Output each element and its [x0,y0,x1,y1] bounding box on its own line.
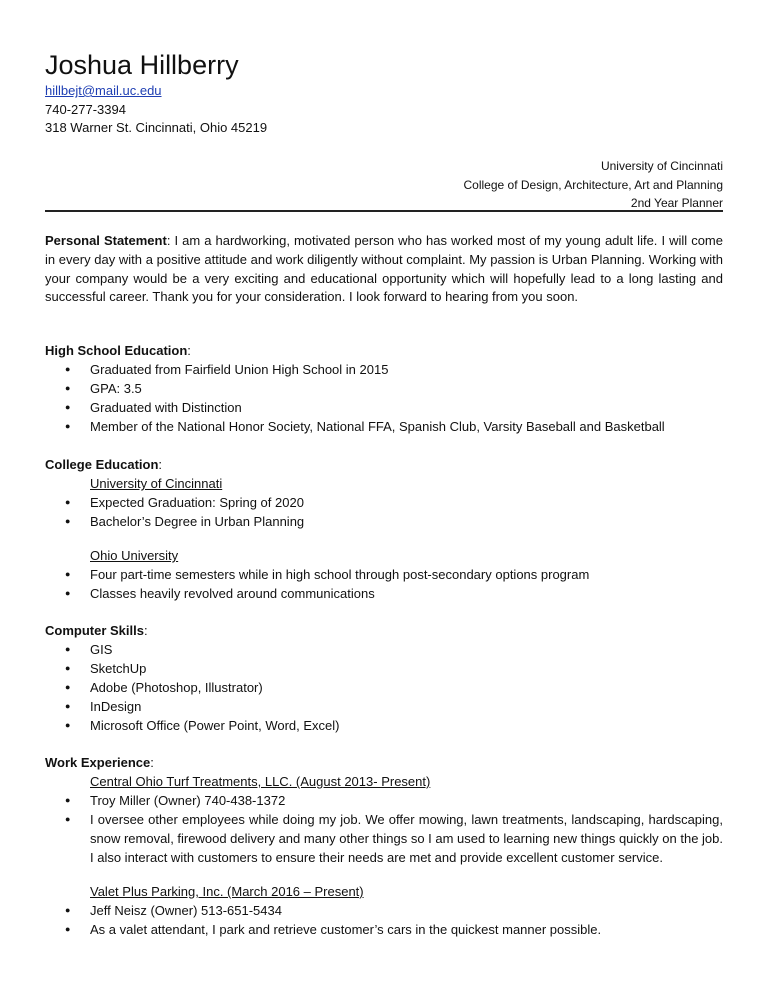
college-name: College of Design, Architecture, Art and Planning [463,177,723,192]
job-title-valet: Valet Plus Parking, Inc. (March 2016 – Present) [90,884,364,899]
list-item: ● InDesign [45,697,723,716]
school-name-ohio: Ohio University [90,548,179,563]
list-item: ● As a valet attendant, I park and retrieve customer’s cars in the quickest manner possible. [45,920,723,939]
statement-label: Personal Statement [45,233,167,248]
list-item: ● Expected Graduation: Spring of 2020 [45,493,723,512]
section-heading: Computer Skills: [45,623,148,638]
skills-section [45,621,723,735]
list-item: ● GPA: 3.5 [45,379,723,398]
section-heading: Work Experience: [45,755,154,770]
list-item: ● Bachelor’s Degree in Urban Planning [45,512,723,531]
email-link[interactable]: hillbejt@mail.uc.edu [45,83,162,98]
list-item: ● I oversee other employees while doing my job. We offer mowing, lawn treatments, landscaping, hardscaping, snow removal, firewood delivery and many other things so I am used to learning new things quickly on the job. I also interact with customers to ensure their needs are met and provide excellent customer service. [45,810,723,867]
list-item: ● GIS [45,640,723,659]
job-title-turf: Central Ohio Turf Treatments, LLC. (August 2013- Present) [90,774,431,789]
high-school-section [45,341,723,436]
street-address: 318 Warner St. Cincinnati, Ohio 45219 [45,120,268,135]
section-heading: High School Education: [45,343,191,358]
contact-block [45,82,267,138]
phone-number: 740-277-3394 [45,101,126,117]
list-item: ● SketchUp [45,659,723,678]
list-item: ● Troy Miller (Owner) 740-438-1372 [45,791,723,810]
work-section [45,753,723,939]
university-name: University of Cincinnati [600,159,723,173]
list-item: ● Graduated from Fairfield Union High School in 2015 [45,360,723,379]
header-divider [45,210,723,212]
school-block [464,157,724,213]
applicant-name: Joshua Hillberry [45,50,239,80]
school-name-uc: University of Cincinnati [90,476,223,491]
list-item: ● Member of the National Honor Society, National FFA, Spanish Club, Varsity Baseball and Basketball [45,417,723,436]
statement-text: : I am a hardworking, motivated person who has worked most of my young adult life. I will come in every day with a positive attitude and work diligently without complaint. My passion is Urban Planning. Working with your company would be a very exciting and educational opportunity which will hopefully lead to a long lasting and successful career. Thank you for your consideration. I look forward to hearing from you soon. [45,233,723,305]
list-item: ● Four part-time semesters while in high school through post-secondary options program [45,565,723,584]
list-item: ● Microsoft Office (Power Point, Word, Excel) [45,716,723,735]
section-heading: College Education: [45,457,163,472]
list-item: ● Adobe (Photoshop, Illustrator) [45,678,723,697]
college-section [45,455,723,603]
list-item: ● Graduated with Distinction [45,398,723,417]
list-item: ● Jeff Neisz (Owner) 513-651-5434 [45,901,723,920]
year-level: 2nd Year Planner [630,196,723,210]
list-item: ● Classes heavily revolved around communications [45,584,723,603]
personal-statement [45,232,723,307]
